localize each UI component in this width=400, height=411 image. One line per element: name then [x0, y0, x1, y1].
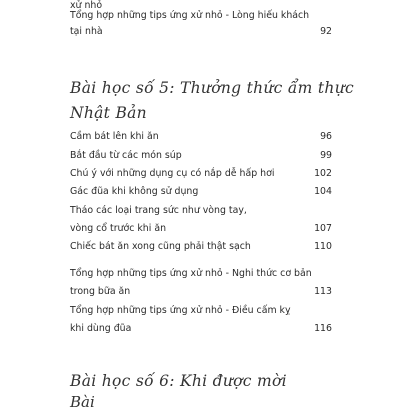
toc-entry-chopsticks-taboo-tips[interactable]: [70, 301, 332, 321]
toc-entry-jewelry-line2[interactable]: [70, 219, 332, 239]
toc-entry-clean-bowl[interactable]: [70, 237, 332, 257]
toc-entry[interactable]: [70, 127, 332, 147]
toc-entry-page-number: 116: [314, 323, 332, 334]
toc-entry-label-line2: khi dùng đũa: [70, 323, 132, 334]
toc-entry-page-number: 99: [320, 150, 332, 161]
toc-entry-label-line1: Tổng hợp những tips ứng xử nhỏ - Lòng hiếu khách: [70, 10, 310, 21]
cut-off-entry-text: xử nhỏ: [70, 0, 103, 11]
toc-entry-page-number: 102: [314, 168, 332, 179]
lesson-6-heading: Bài học số 6: Khi được mời: [70, 372, 287, 390]
toc-entry-label: Chiếc bát ăn xong cũng phải thật sạch: [70, 241, 251, 252]
toc-entry-page-number: 110: [314, 241, 332, 252]
toc-entry[interactable]: [70, 164, 332, 184]
toc-entry-label: Gác đũa khi không sử dụng: [70, 186, 199, 197]
toc-entry-label: Cầm bát lên khi ăn: [70, 131, 159, 142]
toc-entry-label-line2: trong bữa ăn: [70, 286, 131, 297]
toc-entry[interactable]: [70, 182, 332, 202]
toc-entry-meal-etiquette-tips[interactable]: [70, 264, 332, 284]
toc-entry-page-number: 92: [320, 26, 332, 37]
toc-entry-label-line1: Tổng hợp những tips ứng xử nhỏ - Điều cấm kỵ: [70, 305, 291, 316]
toc-entry[interactable]: [70, 146, 332, 166]
toc-entry-chopsticks-taboo-tips-line2[interactable]: [70, 319, 332, 339]
toc-entry-label-line1: Tháo các loại trang sức như vòng tay,: [70, 205, 247, 216]
toc-entry-meal-etiquette-tips-line2[interactable]: [70, 282, 332, 302]
lesson-5-heading-line1: Bài học số 5: Thưởng thức ẩm thực: [70, 79, 354, 97]
toc-entry-label-line2: tại nhà: [70, 26, 103, 37]
toc-entry-hospitality-tips-line2[interactable]: [70, 22, 332, 42]
cut-off-entry-top: [70, 0, 190, 11]
toc-entry-label: Bắt đầu từ các món súp: [70, 150, 182, 161]
toc-entry-jewelry[interactable]: [70, 201, 332, 221]
lesson-5-heading-line2: Nhật Bản: [70, 104, 147, 122]
toc-entry-page-number: 96: [320, 131, 332, 142]
toc-entry-page-number: 113: [314, 286, 332, 297]
toc-entry-label-line1: Tổng hợp những tips ứng xử nhỏ - Nghi thức cơ bản: [70, 268, 312, 279]
cut-off-heading-text: Bài: [70, 393, 95, 411]
toc-entry-label-line2: vòng cổ trước khi ăn: [70, 223, 167, 234]
toc-entry-page-number: 107: [314, 223, 332, 234]
toc-entry-page-number: 104: [314, 186, 332, 197]
cut-off-heading-bottom: [70, 393, 110, 411]
toc-entry-label: Chú ý với những dụng cụ có nắp dễ hấp hơi: [70, 168, 275, 179]
